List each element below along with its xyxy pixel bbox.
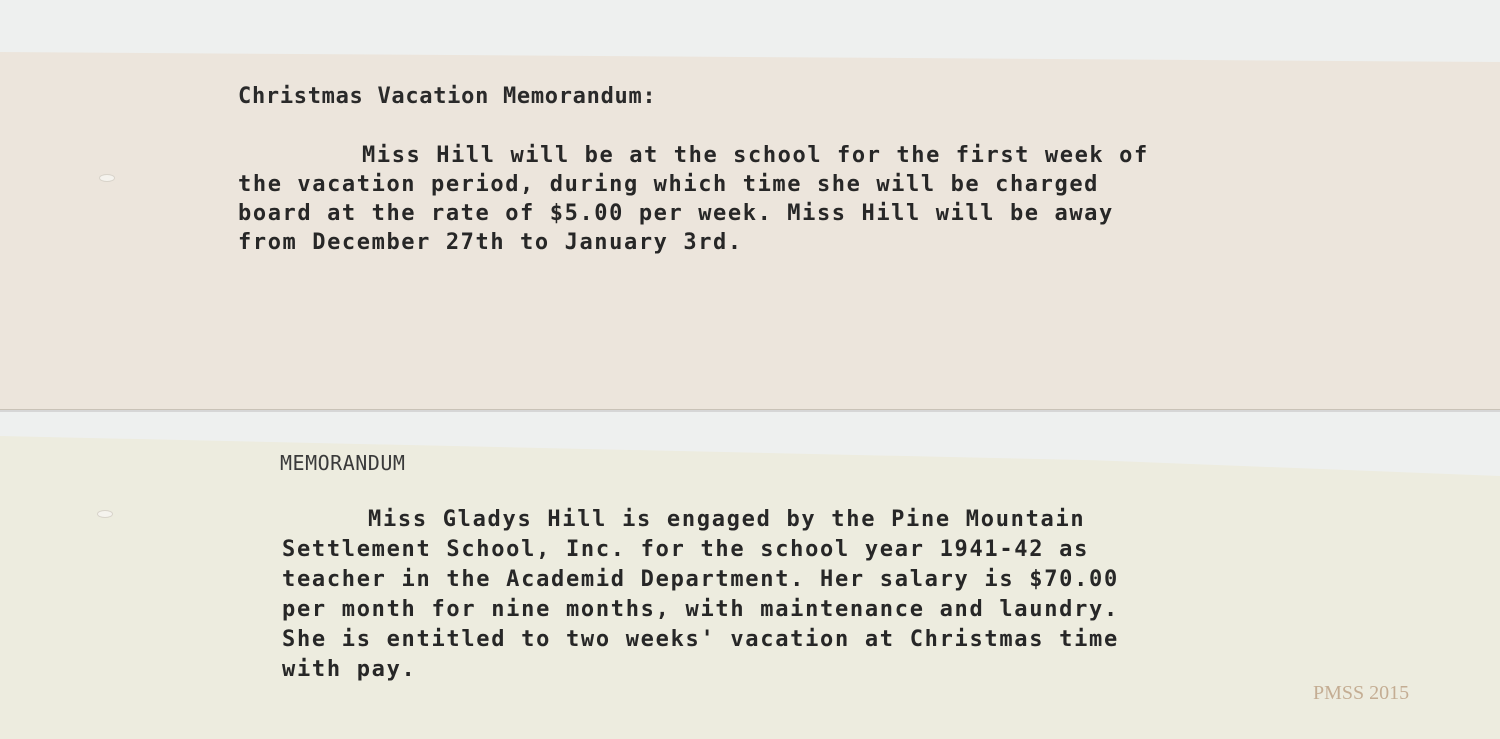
memo-top-line-text: Miss Hill will be at the school for the first week of — [362, 143, 1149, 168]
memo-bottom-line — [282, 505, 1119, 535]
paper-tear-mark — [100, 175, 114, 181]
memo-bottom-body — [282, 505, 1119, 685]
memo-top-line — [238, 141, 1149, 170]
memo-bottom-line-text: Miss Gladys Hill is engaged by the Pine Mountain — [368, 507, 1086, 532]
memo-bottom-line: Settlement School, Inc. for the school year 1941-42 as — [282, 537, 1090, 562]
memo-top-body — [238, 141, 1149, 257]
memo-top-line: the vacation period, during which time she will be charged — [238, 172, 1100, 197]
archive-watermark: PMSS 2015 — [1313, 682, 1410, 704]
memo-top-line: from December 27th to January 3rd. — [238, 230, 743, 255]
memo-bottom-line: with pay. — [282, 657, 417, 682]
memo-bottom-title: MEMORANDUM — [280, 451, 406, 475]
paper-tear-mark — [98, 511, 112, 517]
memo-bottom-line: She is entitled to two weeks' vacation at Christmas time — [282, 627, 1119, 652]
slip-divider — [0, 410, 1500, 412]
memo-bottom-line: teacher in the Academid Department. Her salary is $70.00 — [282, 567, 1119, 592]
memo-top-title: Christmas Vacation Memorandum: — [238, 84, 657, 109]
memo-top-line: board at the rate of $5.00 per week. Miss Hill will be away — [238, 201, 1114, 226]
memo-bottom-line: per month for nine months, with maintenance and laundry. — [282, 597, 1119, 622]
